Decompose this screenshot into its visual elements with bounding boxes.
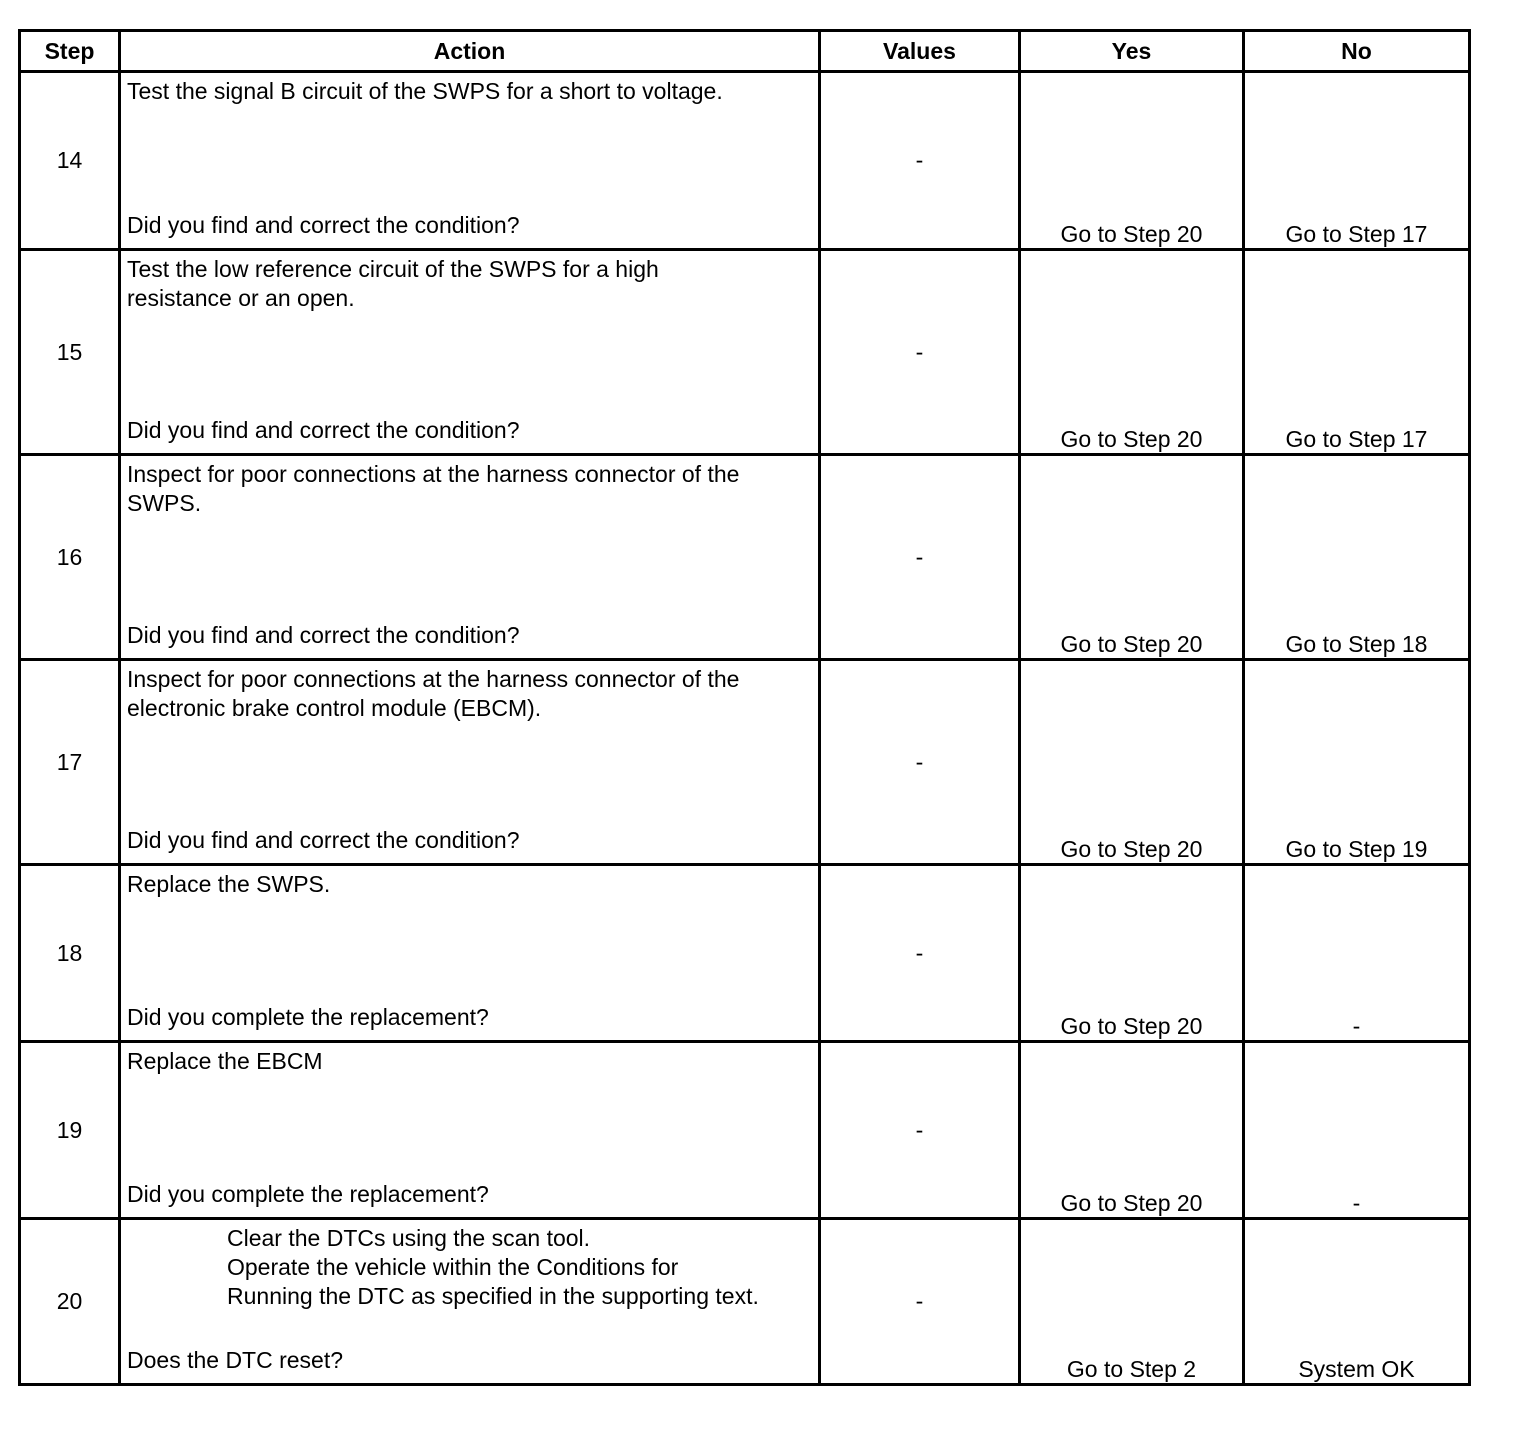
- action-question: Did you complete the replacement?: [127, 1004, 489, 1030]
- action-line: Inspect for poor connections at the harness connector of the: [127, 461, 740, 487]
- action-line: Inspect for poor connections at the harness connector of the: [127, 666, 740, 692]
- yes-cell: Go to Step 20: [1020, 250, 1244, 455]
- values-cell: -: [820, 250, 1020, 455]
- action-instruction: [127, 255, 810, 313]
- diagnostic-table: [18, 29, 1471, 1386]
- action-cell: [120, 865, 820, 1042]
- action-line: Test the low reference circuit of the SWPS for a high: [127, 256, 659, 282]
- yes-cell: Go to Step 20: [1020, 72, 1244, 250]
- step-number: 19: [20, 1042, 120, 1219]
- no-cell: Go to Step 19: [1244, 660, 1470, 865]
- action-question: Did you find and correct the condition?: [127, 417, 520, 443]
- action-question: Did you find and correct the condition?: [127, 622, 520, 648]
- action-cell: [120, 1219, 820, 1385]
- no-cell: System OK: [1244, 1219, 1470, 1385]
- values-cell: -: [820, 865, 1020, 1042]
- header-no: No: [1244, 31, 1470, 72]
- table-row: [20, 455, 1470, 660]
- step-number: 18: [20, 865, 120, 1042]
- header-step: Step: [20, 31, 120, 72]
- action-line: Operate the vehicle within the Conditions for: [227, 1254, 679, 1280]
- table-row: [20, 250, 1470, 455]
- action-question: Did you complete the replacement?: [127, 1181, 489, 1207]
- table-row: [20, 1042, 1470, 1219]
- action-cell: [120, 660, 820, 865]
- values-cell: -: [820, 72, 1020, 250]
- action-instruction: [127, 665, 810, 723]
- action-cell: [120, 250, 820, 455]
- table-row: [20, 1219, 1470, 1385]
- action-line: Replace the SWPS.: [127, 871, 331, 897]
- values-cell: -: [820, 660, 1020, 865]
- yes-cell: Go to Step 20: [1020, 865, 1244, 1042]
- header-values: Values: [820, 31, 1020, 72]
- action-instruction: [127, 1047, 810, 1076]
- action-line: Clear the DTCs using the scan tool.: [227, 1225, 591, 1251]
- action-line: Running the DTC as specified in the supporting text.: [227, 1283, 759, 1309]
- action-line: SWPS.: [127, 490, 202, 516]
- action-line: Replace the EBCM: [127, 1048, 323, 1074]
- action-cell: [120, 455, 820, 660]
- yes-cell: Go to Step 20: [1020, 455, 1244, 660]
- action-cell: [120, 72, 820, 250]
- table-row: [20, 865, 1470, 1042]
- action-line: resistance or an open.: [127, 285, 355, 311]
- yes-cell: Go to Step 20: [1020, 1042, 1244, 1219]
- table-row: [20, 72, 1470, 250]
- header-action: Action: [120, 31, 820, 72]
- action-line: Test the signal B circuit of the SWPS for a short to voltage.: [127, 78, 723, 104]
- action-line: electronic brake control module (EBCM).: [127, 695, 542, 721]
- no-cell: Go to Step 18: [1244, 455, 1470, 660]
- step-number: 20: [20, 1219, 120, 1385]
- values-cell: -: [820, 1042, 1020, 1219]
- no-cell: Go to Step 17: [1244, 250, 1470, 455]
- action-instruction: [127, 460, 810, 518]
- action-instruction: [227, 1224, 810, 1311]
- action-instruction: [127, 870, 810, 899]
- action-cell: [120, 1042, 820, 1219]
- action-question: Does the DTC reset?: [127, 1347, 344, 1373]
- header-yes: Yes: [1020, 31, 1244, 72]
- step-number: 14: [20, 72, 120, 250]
- values-cell: -: [820, 1219, 1020, 1385]
- no-cell: -: [1244, 1042, 1470, 1219]
- step-number: 15: [20, 250, 120, 455]
- no-cell: Go to Step 17: [1244, 72, 1470, 250]
- header-row: [20, 31, 1470, 72]
- no-cell: -: [1244, 865, 1470, 1042]
- step-number: 17: [20, 660, 120, 865]
- step-number: 16: [20, 455, 120, 660]
- table-row: [20, 660, 1470, 865]
- yes-cell: Go to Step 20: [1020, 660, 1244, 865]
- yes-cell: Go to Step 2: [1020, 1219, 1244, 1385]
- action-instruction: [127, 77, 810, 106]
- values-cell: -: [820, 455, 1020, 660]
- action-question: Did you find and correct the condition?: [127, 827, 520, 853]
- action-question: Did you find and correct the condition?: [127, 212, 520, 238]
